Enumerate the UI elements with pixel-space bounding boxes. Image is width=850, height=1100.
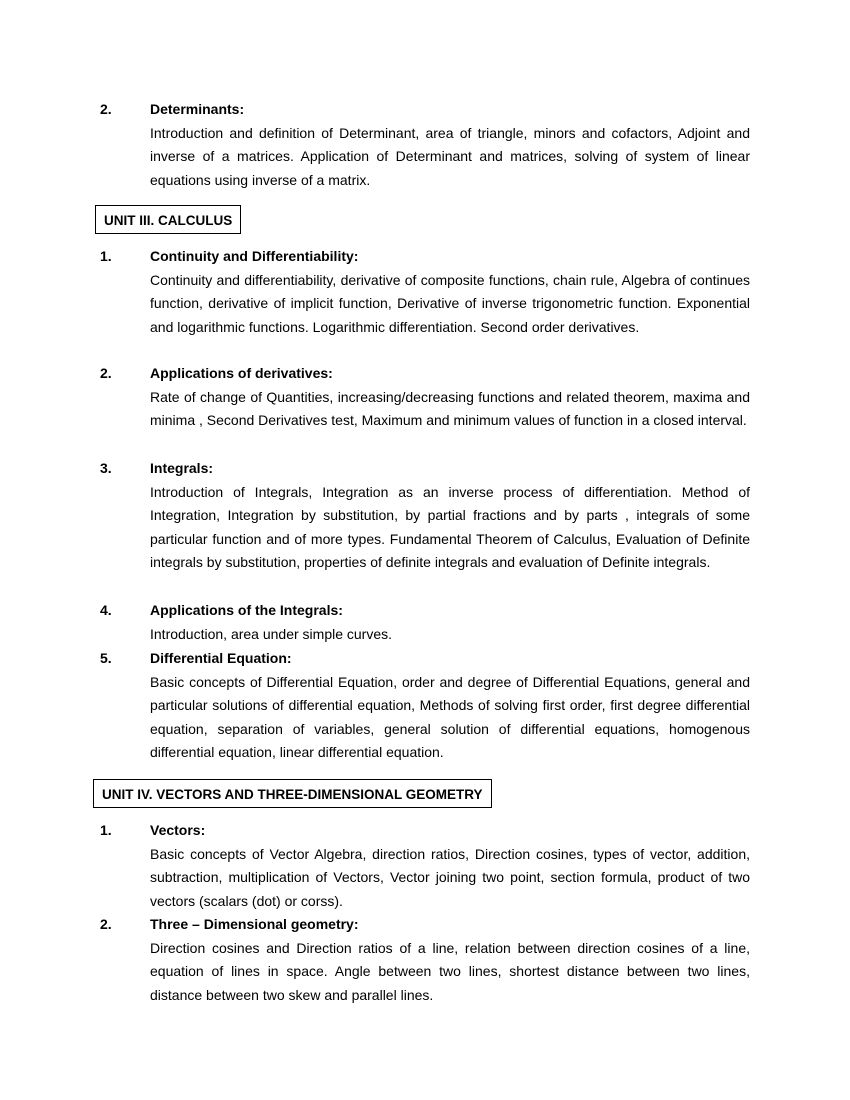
item-number: 2. (100, 916, 112, 932)
item-description: Continuity and differentiability, derivative of composite functions, chain rule, Algebra of continues function, derivative of implicit function, Derivative of inverse trigonometric function. Exponential and logarithmic functions. Logarithmic differentiation. Second order derivatives. (150, 271, 750, 335)
item-number: 2. (100, 365, 112, 381)
item-heading: Vectors: (150, 822, 206, 838)
item-heading: Three – Dimensional geometry: (150, 916, 359, 932)
item-heading: Continuity and Differentiability: (150, 248, 359, 264)
list-item (100, 913, 750, 1007)
item-heading: Determinants: (150, 101, 245, 117)
item-description: Introduction of Integrals, Integration as an inverse process of differentiation. Method of Integration, Integration by substitution, by partial fractions and by parts , integrals of some particular function and of more types. Fundamental Theorem of Calculus, Evaluation of Definite integrals by substitution, properties of definite integrals and evaluation of Definite integrals. (150, 483, 750, 570)
item-heading: Integrals: (150, 460, 214, 476)
list-item (100, 647, 750, 765)
item-number: 2. (100, 101, 112, 117)
item-heading: Applications of the Integrals: (150, 602, 343, 618)
item-number: 4. (100, 602, 112, 618)
item-description: Basic concepts of Differential Equation, order and degree of Differential Equations, general and particular solutions of differential equation, Methods of solving first order, first degree differential equation, separation of variables, general solution of differential equations, homogenous differential equation, linear differential equation. (150, 673, 750, 760)
item-description: Direction cosines and Direction ratios of a line, relation between direction cosines of a line, equation of lines in space. Angle between two lines, shortest distance between two lines, distance between two skew and parallel lines. (150, 939, 750, 1003)
item-number: 5. (100, 650, 112, 666)
section-determinants (100, 98, 750, 192)
unit-iv-heading: UNIT IV. VECTORS AND THREE-DIMENSIONAL GEOMETRY (93, 779, 492, 808)
list-item (100, 362, 750, 433)
item-description: Rate of change of Quantities, increasing/decreasing functions and related theorem, maxima and minima , Second Derivatives test, Maximum and minimum values of function in a closed interval. (150, 388, 750, 428)
item-number: 1. (100, 822, 112, 838)
item-description: Introduction and definition of Determinant, area of triangle, minors and cofactors, Adjoint and inverse of a matrices. Application of Determinant and matrices, solving of system of linear equations using inverse of a matrix. (150, 124, 750, 188)
list-item (100, 245, 750, 339)
list-item (100, 457, 750, 575)
item-number: 1. (100, 248, 112, 264)
item-description: Basic concepts of Vector Algebra, direction ratios, Direction cosines, types of vector, addition, subtraction, multiplication of Vectors, Vector joining two point, section formula, product of two vectors (scalars (dot) or corss). (150, 845, 750, 909)
item-heading: Applications of derivatives: (150, 365, 333, 381)
item-heading: Differential Equation: (150, 650, 292, 666)
unit-iii-heading: UNIT III. CALCULUS (95, 205, 241, 234)
list-item (100, 819, 750, 913)
list-item (100, 599, 750, 646)
item-description: Introduction, area under simple curves. (150, 625, 393, 642)
item-number: 3. (100, 460, 112, 476)
